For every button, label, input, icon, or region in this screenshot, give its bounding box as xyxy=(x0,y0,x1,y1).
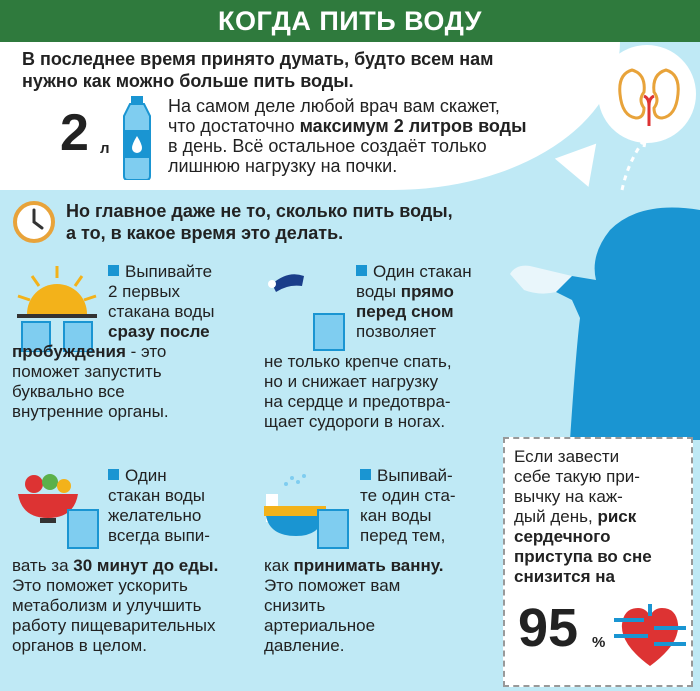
bullet-square xyxy=(108,469,119,480)
fact-span: что достаточно xyxy=(168,116,300,136)
question-line: Но главное даже не то, сколько пить воды, xyxy=(66,201,453,221)
tip-line: работу пищеварительных xyxy=(12,616,216,635)
tip-morning xyxy=(108,262,258,342)
tip-bath-cont xyxy=(264,556,500,656)
tip-line xyxy=(356,282,506,302)
stat-line xyxy=(514,567,689,587)
tip-highlight: 30 минут до еды. xyxy=(73,556,219,575)
dashed-arrow-icon xyxy=(614,132,654,192)
tip-sleep xyxy=(356,262,506,342)
tip-line: не только крепче спать, xyxy=(264,352,452,371)
tip-line xyxy=(356,302,506,322)
tip-meal xyxy=(108,466,258,546)
stat-unit: % xyxy=(592,634,606,651)
tip-morning-cont xyxy=(12,342,252,422)
tip-meal-cont xyxy=(12,556,262,656)
main-question xyxy=(66,200,526,244)
intro-line: В последнее время принято думать, будто всем нам xyxy=(22,49,494,69)
tip-line: стакана воды xyxy=(108,302,215,321)
tip-span: - это xyxy=(125,342,167,361)
tip-sleep-cont xyxy=(264,352,504,432)
tip-line xyxy=(108,322,258,342)
tip-span: Выпивайте xyxy=(125,262,213,281)
stat-text xyxy=(514,447,689,587)
tip-line: желательно xyxy=(108,506,202,525)
tip-line: кан воды xyxy=(360,506,432,525)
tip-line xyxy=(356,262,506,282)
intro-text xyxy=(22,48,582,92)
fact-text xyxy=(168,96,568,176)
tip-line xyxy=(264,556,500,576)
tip-line xyxy=(12,556,262,576)
tip-line: перед тем, xyxy=(360,526,446,545)
fact-highlight: максимум 2 литров воды xyxy=(299,116,527,136)
header-banner xyxy=(0,0,700,42)
stat-line xyxy=(514,507,689,527)
tip-line: поможет запустить xyxy=(12,362,162,381)
stat-highlight: риск xyxy=(597,507,637,526)
tip-line: буквально все xyxy=(12,382,125,401)
tip-highlight: прямо xyxy=(400,282,454,301)
tip-highlight: перед сном xyxy=(356,302,454,321)
tip-span: Выпивай- xyxy=(377,466,453,485)
stat-line xyxy=(514,527,689,547)
tip-highlight: пробуждения xyxy=(12,342,126,361)
stat-highlight: приступа во сне xyxy=(514,547,652,566)
kidney-icon xyxy=(614,60,684,130)
clock-icon xyxy=(12,200,56,244)
moon-icon xyxy=(262,262,352,352)
intro-line: нужно как можно больше пить воды. xyxy=(22,71,354,91)
stat-highlight: сердечного xyxy=(514,527,611,546)
tip-line xyxy=(12,342,252,362)
tip-line xyxy=(360,466,500,486)
tip-line: стакан воды xyxy=(108,486,205,505)
tip-highlight: принимать ванну. xyxy=(293,556,444,575)
tip-line: внутренние органы. xyxy=(12,402,169,421)
fact-line: На самом деле любой врач вам скажет, xyxy=(168,96,500,116)
tip-span: Один xyxy=(125,466,167,485)
stat-line xyxy=(514,547,689,567)
tip-bath xyxy=(360,466,500,546)
tip-line: органов в целом. xyxy=(12,636,147,655)
fact-line xyxy=(168,116,568,136)
tip-line: на сердце и предотвра- xyxy=(264,392,451,411)
tip-line: снизить xyxy=(264,596,326,615)
tip-span: Один стакан xyxy=(373,262,472,281)
fact-line: лишнюю нагрузку на почки. xyxy=(168,156,398,176)
amount-unit: л xyxy=(100,140,110,157)
question-line: а то, в какое время это делать. xyxy=(66,223,344,243)
tip-line: метаболизм и улучшить xyxy=(12,596,202,615)
tip-line: 2 первых xyxy=(108,282,181,301)
fact-line: в день. Всё остальное создаёт только xyxy=(168,136,487,156)
bullet-square xyxy=(108,265,119,276)
tip-line: Это поможет ускорить xyxy=(12,576,188,595)
tip-line: артериальное xyxy=(264,616,376,635)
tip-line xyxy=(108,262,258,282)
tip-line: всегда выпи- xyxy=(108,526,210,545)
page-title: КОГДА ПИТЬ ВОДУ xyxy=(218,5,482,36)
tip-line: те один ста- xyxy=(360,486,456,505)
amount-number: 2 xyxy=(60,104,89,162)
tip-highlight: сразу после xyxy=(108,322,210,341)
sunrise-icon xyxy=(12,262,102,352)
tip-line: но и снижает нагрузку xyxy=(264,372,439,391)
stat-line: Если завести xyxy=(514,447,620,466)
stat-span: дый день, xyxy=(514,507,598,526)
tip-line: позволяет xyxy=(356,322,436,341)
bullet-square xyxy=(356,265,367,276)
tip-line: Это поможет вам xyxy=(264,576,401,595)
tip-line: давление. xyxy=(264,636,345,655)
stat-line: вычку на каж- xyxy=(514,487,623,506)
stat-line: себе такую при- xyxy=(514,467,640,486)
tip-span: вать за xyxy=(12,556,74,575)
tip-span: воды xyxy=(356,282,401,301)
tip-line xyxy=(108,466,258,486)
tip-span: как xyxy=(264,556,294,575)
bullet-square xyxy=(360,469,371,480)
food-bowl-icon xyxy=(12,470,104,550)
tip-line: щает судороги в ногах. xyxy=(264,412,446,431)
bathtub-icon xyxy=(262,470,354,550)
heart-icon xyxy=(614,600,686,670)
water-bottle-icon xyxy=(118,96,156,180)
stat-highlight: снизится на xyxy=(514,567,615,586)
stat-number: 95 xyxy=(518,598,579,658)
